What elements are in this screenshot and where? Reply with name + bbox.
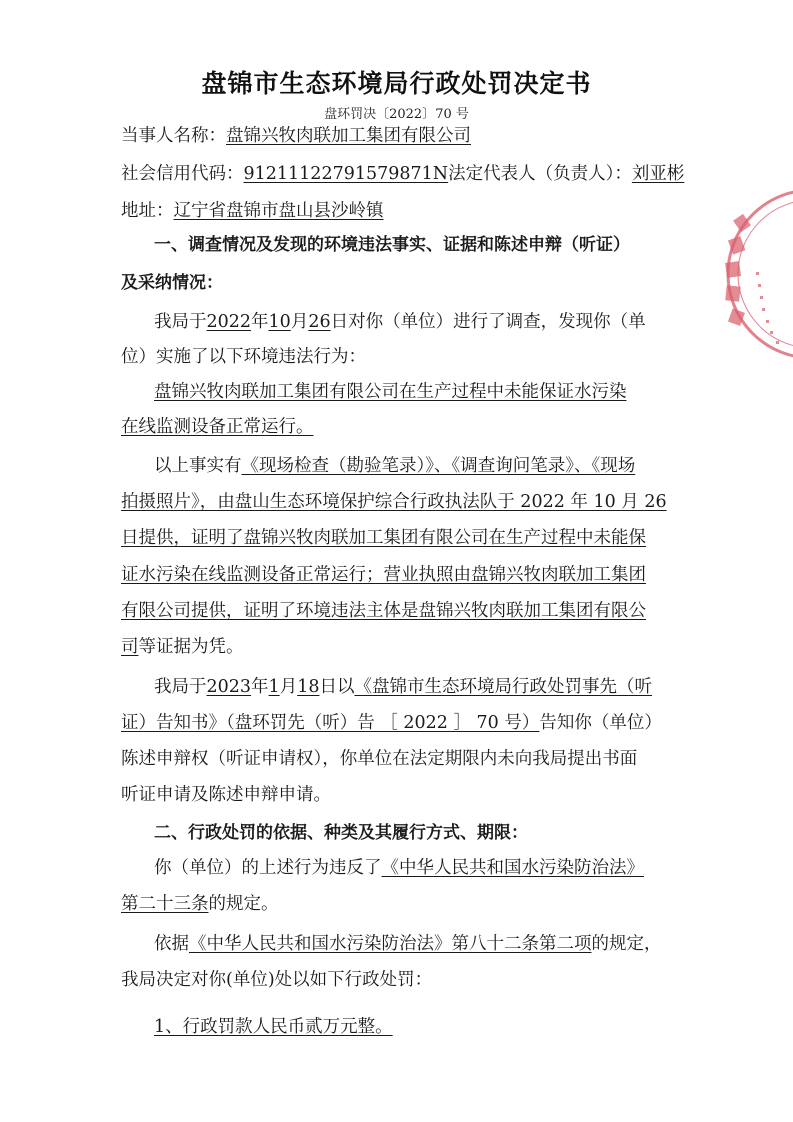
investigation-line-1 — [154, 311, 646, 333]
evidence-line-3: 日提供，证明了盘锦兴牧肉联加工集团有限公司在生产过程中未能保 — [121, 528, 646, 548]
text: 我局于 — [154, 312, 207, 332]
text: 的规定， — [591, 934, 662, 954]
party-name-label: 当事人名称： — [121, 126, 226, 146]
text: 司 — [121, 637, 139, 657]
decision-line-2: 我局决定对你(单位)处以如下行政处罚： — [121, 970, 433, 990]
text: 我局于 — [154, 677, 207, 697]
investigation-line-2: 位）实施了以下环境违法行为： — [121, 347, 366, 367]
text: 依据 — [154, 934, 189, 954]
text: 的规定。 — [208, 894, 279, 914]
text: 年 — [251, 677, 269, 697]
text: 等证据为凭。 — [138, 637, 244, 657]
credit-code-label: 社会信用代码： — [121, 164, 244, 184]
credit-rep-line — [121, 163, 684, 185]
notice-day: 18 — [297, 677, 320, 697]
text: 日以 — [319, 677, 355, 697]
document-number: 盘环罚决〔2022〕70 号 — [324, 107, 469, 122]
section2-heading: 二、行政处罚的依据、种类及其履行方式、期限： — [154, 823, 528, 843]
address-line — [121, 200, 384, 222]
legal-rep-value: 刘亚彬 — [631, 164, 685, 184]
notice-line-2 — [121, 712, 662, 734]
evidence-line-5: 有限公司提供，证明了环境违法主体是盘锦兴牧肉联加工集团有限公 — [121, 601, 646, 621]
basis-line-2 — [121, 893, 279, 915]
text: 你（单位）的上述行为违反了 — [154, 858, 382, 878]
violation-line-1: 盘锦兴牧肉联加工集团有限公司在生产过程中未能保证水污染 — [154, 382, 627, 402]
text: 月 — [279, 677, 298, 697]
section1-heading: 一、调查情况及发现的环境违法事实、证据和陈述申辩（听证） — [154, 235, 630, 255]
document-title: 盘锦市生态环境局行政处罚决定书 — [201, 69, 592, 98]
text: 月 — [290, 312, 309, 332]
notice-line-3: 陈述申辩权（听证申请权），你单位在法定期限内未向我局提出书面 — [121, 749, 638, 769]
notice-month: 1 — [268, 677, 280, 697]
text: 年 — [251, 312, 269, 332]
notice-line-4: 听证申请及陈述申辩申请。 — [121, 785, 331, 805]
address-label: 地址： — [121, 201, 174, 221]
address-value: 辽宁省盘锦市盘山县沙岭镇 — [173, 201, 384, 221]
evidence-line-4: 证水污染在线监测设备正常运行；营业执照由盘锦兴牧肉联加工集团 — [121, 565, 646, 585]
investigation-month: 10 — [268, 312, 291, 332]
notice-line-1 — [154, 676, 652, 698]
basis-line-1 — [154, 857, 644, 879]
notice-doc: 《盘锦市生态环境局行政处罚事先（听 — [354, 677, 652, 697]
violation-line-2: 在线监测设备正常运行。 — [121, 417, 314, 437]
evidence-line-2: 拍摄照片》，由盘山生态环境保护综合行政执法队于 2022 年 10 月 26 — [121, 492, 667, 512]
law-name: 《中华人民共和国水污染防治法》 — [381, 858, 644, 878]
notice-doc-number: 证）告知书》（盘环罚先（听）告 ［ 2022 ］ 70 号） — [121, 713, 540, 733]
decision-line-1 — [154, 933, 662, 955]
party-name-value: 盘锦兴牧肉联加工集团有限公司 — [226, 126, 471, 146]
official-seal-icon — [712, 176, 793, 372]
law-article: 第二十三条 — [121, 894, 209, 914]
evidence-line-1 — [154, 455, 635, 477]
credit-code-value: 91211122791579871N — [243, 164, 449, 184]
penalty-item-1: 1、行政罚款人民币贰万元整。 — [154, 1017, 393, 1037]
legal-rep-label: 法定代表人（负责人）： — [448, 164, 632, 184]
investigation-year: 2022 — [206, 312, 252, 332]
text: 以上事实有 — [154, 456, 242, 476]
penalty-basis: 《中华人民共和国水污染防治法》第八十二条第二项 — [189, 934, 592, 954]
party-name-line — [121, 125, 471, 147]
investigation-day: 26 — [308, 312, 331, 332]
text: 日对你（单位）进行了调查，发现你（单 — [330, 312, 646, 332]
evidence-line-6 — [121, 636, 244, 658]
section1-heading-cont: 及采纳情况： — [121, 273, 223, 293]
evidence-docs: 《现场检查（勘验笔录）》、《调查询问笔录》、《现场 — [241, 456, 636, 476]
text: 告知你（单位） — [539, 713, 662, 733]
notice-year: 2023 — [206, 677, 252, 697]
